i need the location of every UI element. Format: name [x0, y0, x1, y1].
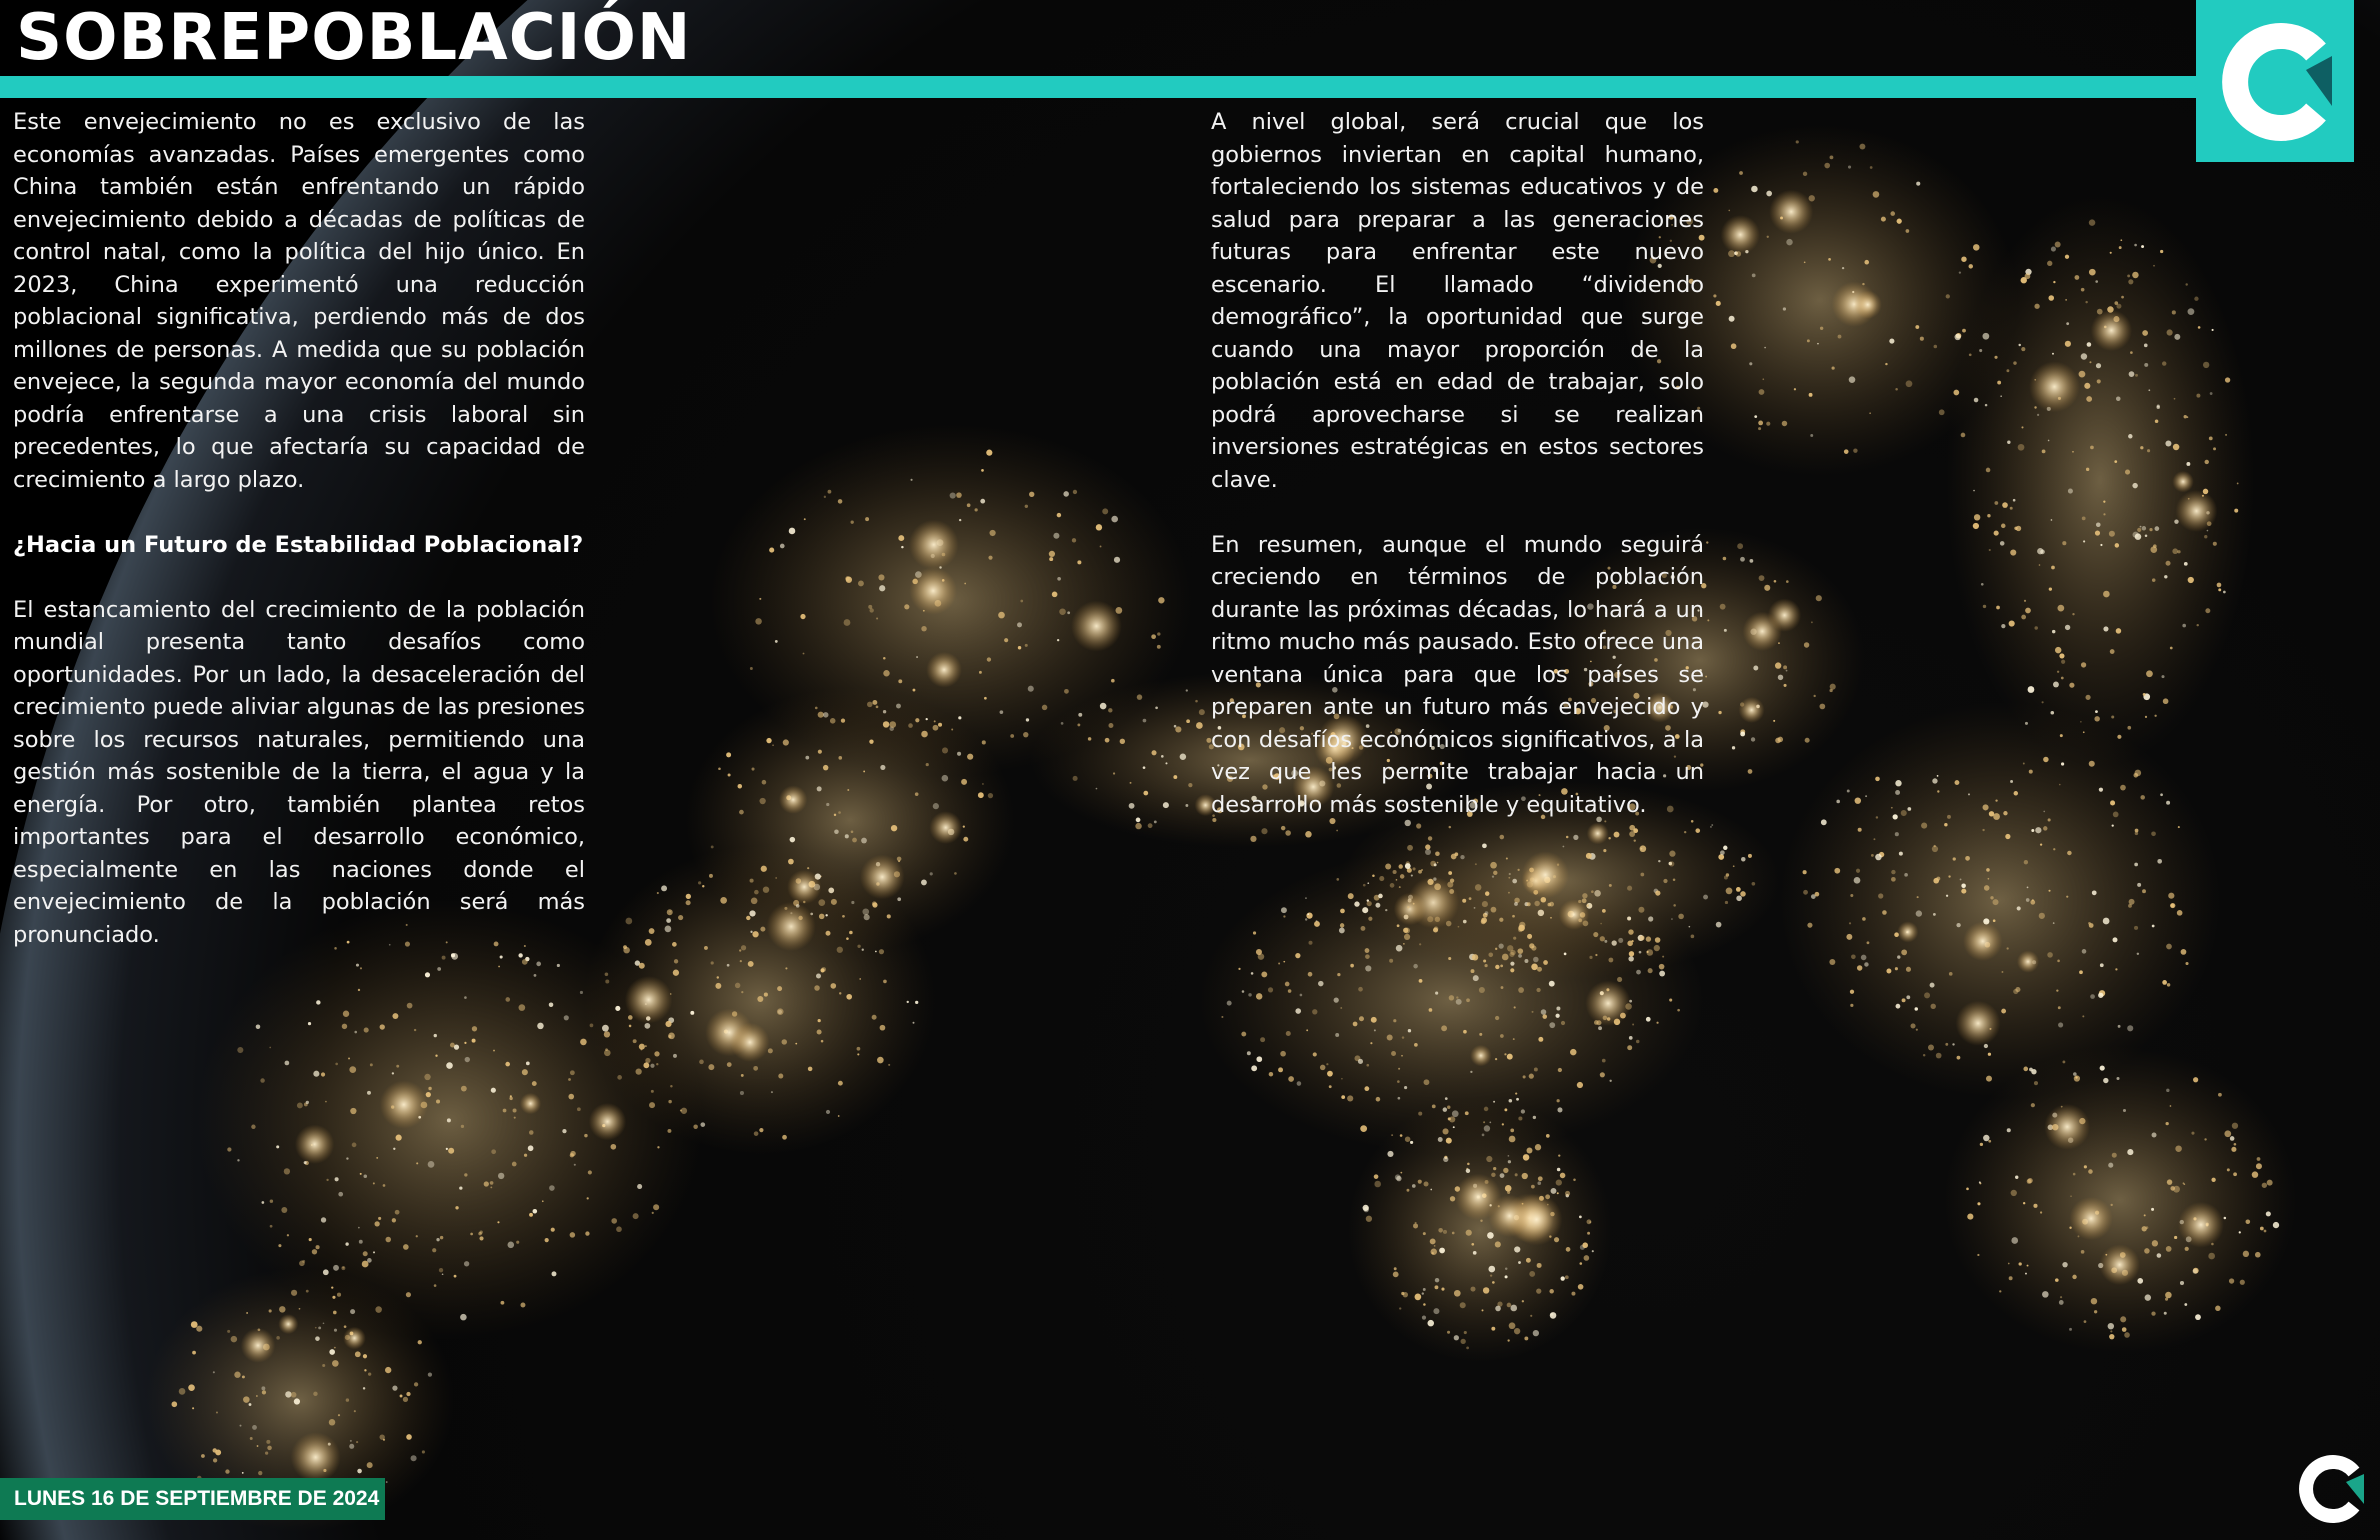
paragraph: Este envejecimiento no es exclusivo de las economías avanzadas. Países emergentes como China también están enfrentando un rápido envejecimiento debido a décadas de políticas de control natal, como la política del hijo único. En 2023, China experimentó una reducción poblacional significativa, perdiendo más de dos millones de personas. A medida que su población envejece, la segunda mayor economía del mundo podría enfrentarse a una crisis laboral sin precedentes, lo que afectaría su capacidad de crecimiento a largo plazo.	[13, 109, 585, 493]
c-logo-icon	[2196, 0, 2354, 162]
paragraph: En resumen, aunque el mundo seguirá creciendo en términos de población durante las próximas décadas, lo hará a un ritmo mucho más pausado. Esto ofrece una ventana única para que los países se preparen ante un futuro más envejecido y con desafíos económicos significativos, a la vez que les permite trabajar hacia un desarrollo más sostenible y equitativo.	[1211, 531, 1704, 818]
paragraph: A nivel global, será crucial que los gobiernos inviertan en capital humano, fortaleciendo los sistemas educativos y de salud para preparar a las generaciones futuras para enfrentar este nuevo escenario. El llamado “dividendo demográfico”, la oportunidad que surge cuando una mayor proporción de la población está en edad de trabajar, solo podrá aprovecharse si se realizan inversiones estratégicas en estos sectores clave.	[1211, 109, 1704, 493]
article-column-right	[1211, 106, 1704, 821]
date-badge: LUNES 16 DE SEPTIEMBRE DE 2024	[0, 1478, 385, 1520]
brand-logo	[2196, 0, 2354, 162]
c-logo-icon	[2292, 1448, 2374, 1530]
article-column-left	[13, 106, 585, 951]
page-title: SOBREPOBLACIÓN	[16, 1, 692, 75]
paragraph: El estancamiento del crecimiento de la población mundial presenta tanto desafíos como oportunidades. Por un lado, la desaceleración del crecimiento puede aliviar algunas de las presiones sobre los recursos naturales, permitiendo una gestión más sostenible de la tierra, el agua y la energía. Por otro, también plantea retos importantes para el desarrollo económico, especialmente en las naciones donde el envejecimiento de la población será más pronunciado.	[13, 596, 585, 948]
title-underline	[0, 76, 2220, 98]
section-heading: ¿Hacia un Futuro de Estabilidad Poblacional?	[13, 531, 584, 558]
